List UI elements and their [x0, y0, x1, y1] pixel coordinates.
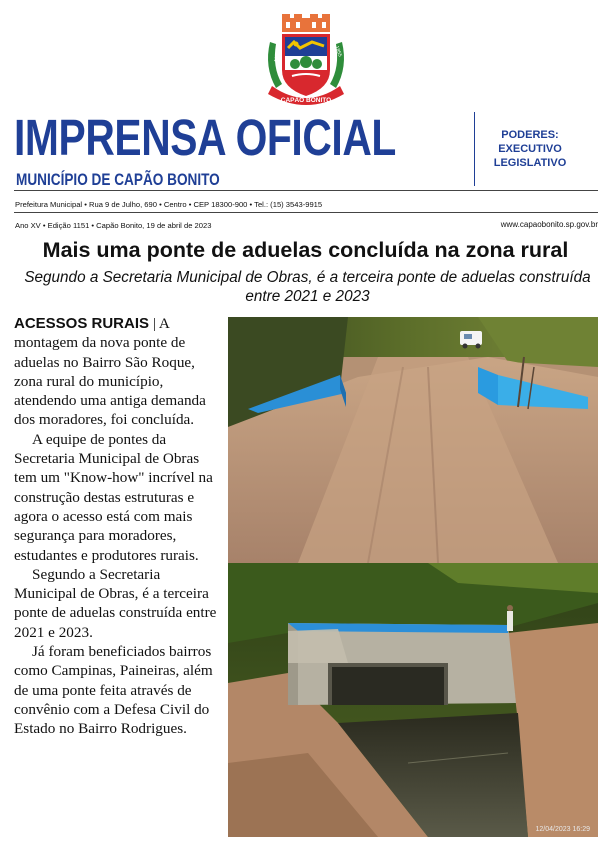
- article-subhead: Segundo a Secretaria Municipal de Obras, é a terceira ponte de aduelas construída entre 2021 e 2023: [24, 269, 591, 305]
- masthead-divider: [474, 112, 475, 186]
- power-executive: EXECUTIVO: [498, 143, 562, 155]
- paragraph-1: [14, 314, 220, 430]
- divider-top: [14, 190, 598, 191]
- photo-timestamp: 12/04/2023 16:29: [535, 826, 590, 833]
- crest-year-left: 1843: [272, 50, 283, 64]
- power-legislative: LEGISLATIVO: [493, 157, 567, 169]
- photo-culvert-bridge: [228, 563, 598, 837]
- powers-label: PODERES:: [501, 129, 559, 141]
- article-body: [14, 314, 220, 739]
- edition-line: Ano XV • Edição 1151 • Capão Bonito, 19 de abril de 2023: [15, 221, 212, 230]
- address-line: Prefeitura Municipal • Rua 9 de Julho, 690 • Centro • CEP 18300-900 • Tel.: (15) 3543-9915: [15, 200, 323, 209]
- crest-year-right: 1855: [333, 45, 343, 58]
- article-headline: Mais uma ponte de aduelas concluída na zona rural: [42, 238, 569, 262]
- photo-road-bridge: [228, 317, 598, 563]
- masthead-title: IMPRENSA OFICIAL: [14, 109, 396, 166]
- powers-box: [476, 128, 584, 170]
- website-link[interactable]: www.capaobonito.sp.gov.br: [500, 220, 598, 229]
- paragraph-3: Segundo a Secretaria Municipal de Obras, é a terceira ponte de aduelas construída entre 2021 e 2023.: [14, 565, 217, 641]
- crest-ribbon-text: CAPÃO BONITO: [280, 97, 332, 104]
- paragraph-2: A equipe de pontes da Secretaria Municipal de Obras tem um "Know-how" incrível na construção destas estruturas e agora o acesso está com mais segurança para moradores, estudantes e produtores rurais.: [14, 430, 213, 564]
- paragraph-1-text: A montagem da nova ponte de aduelas no Bairro São Roque, zona rural do município, atendendo uma antiga demanda dos moradores, foi concluída.: [14, 315, 206, 429]
- paragraph-4: Já foram beneficiados bairros como Campinas, Paineiras, além de uma ponte feita através de convênio com a Defesa Civil do Estado no Bairro Rodrigues.: [14, 643, 213, 738]
- divider-middle: [14, 212, 598, 213]
- municipal-crest-icon: [260, 12, 352, 110]
- masthead-subtitle: MUNICÍPIO DE CAPÃO BONITO: [16, 170, 220, 189]
- kicker-separator: |: [149, 315, 159, 332]
- kicker: ACESSOS RURAIS: [14, 315, 150, 332]
